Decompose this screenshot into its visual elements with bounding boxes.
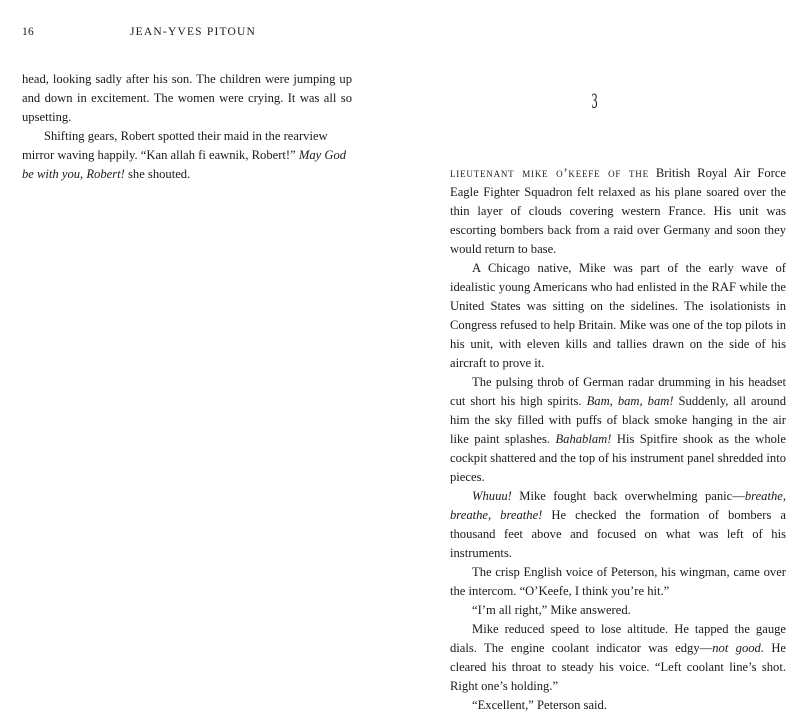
left-page	[0, 0, 400, 600]
paragraph: head, looking sadly after his son. The children were jumping up and down in excitement. The women were crying. It was all so upsetting.	[22, 72, 352, 124]
paragraph: A Chicago native, Mike was part of the early wave of idealistic young Americans who had enlisted in the RAF while the United States was sitting on the sidelines. The isolationists in Congress refused to help Britain. Mike was one of the top pilots in his unit, with eleven kills and tallies drawn on the side of his aircraft to prove it.	[450, 261, 786, 370]
paragraph: The crisp English voice of Peterson, his wingman, came over the intercom. “O’Keefe, I think you’re hit.”	[450, 565, 786, 598]
paragraph: “I’m all right,” Mike answered.	[472, 603, 631, 617]
chapter-number: 3	[591, 88, 598, 113]
left-page-body	[22, 70, 352, 184]
paragraph: lieutenant mike o’keefe of the British Royal Air Force Eagle Fighter Squadron felt relaxed as his plane soared over the thin layer of clouds covering western France. His unit was escorting bombers back from a raid over Germany and soon they would return to base.	[450, 166, 787, 256]
paragraph: The pulsing throb of German radar drumming in his headset cut short his high spirits. Bam, bam, bam! Suddenly, all around him the sky filled with puffs of black smoke hanging in the air like paint splashes. Bahablam! His Spitfire shook as the whole cockpit shattered and the top of his instrument panel shredded into pieces.	[450, 375, 787, 484]
right-page	[400, 0, 800, 712]
paragraph: “Excellent,” Peterson said.	[472, 698, 607, 712]
chapter-opening-smallcaps: lieutenant mike o’keefe of the	[450, 166, 649, 180]
right-page-body	[450, 164, 786, 715]
paragraph: Mike reduced speed to lose altitude. He tapped the gauge dials. The engine coolant indicator was edgy—not good. He cleared his throat to steady his voice. “Left coolant line’s shot. Right one’s holding.”	[450, 622, 787, 693]
running-head-author: JEAN-YVES PITOUN	[130, 26, 257, 38]
page-number: 16	[22, 26, 35, 38]
paragraph: Shifting gears, Robert spotted their maid in the rearview mirror waving happily. “Kan allah fi eawnik, Robert!” May God be with you, Robert! she shouted.	[22, 129, 347, 181]
paragraph: Whuuu! Mike fought back overwhelming panic—breathe, breathe, breathe! He checked the formation of bombers a thousand feet above and focused on what was left of his instruments.	[450, 489, 786, 560]
